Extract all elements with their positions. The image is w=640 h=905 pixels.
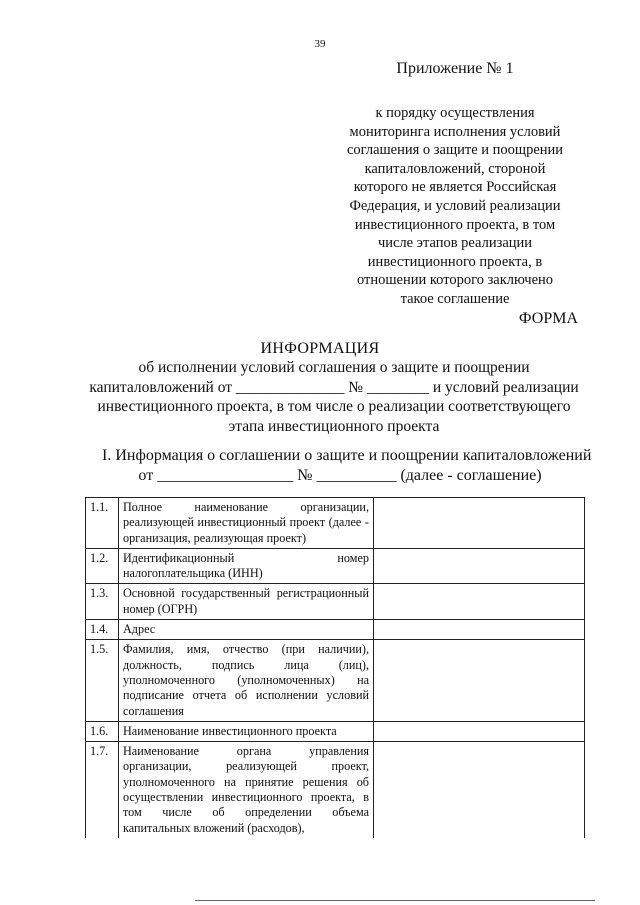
appendix-note-line: соглашения о защите и поощрении (346, 142, 564, 159)
row-value-cell[interactable] (374, 584, 585, 620)
appendix-note-line: которого не является Российская (353, 179, 557, 196)
row-value-cell[interactable] (374, 640, 585, 721)
row-number: 1.3. (86, 584, 119, 620)
appendix-title: Приложение № 1 (396, 60, 514, 77)
row-number: 1.2. (86, 548, 119, 584)
subtitle-line: капиталовложений от ______________ № ________ и условий реализации (89, 378, 579, 396)
row-number: 1.4. (86, 620, 119, 640)
appendix-note-line: капиталовложений, стороной (364, 160, 546, 177)
agreement-info-table (85, 497, 585, 838)
row-description: Идентификационный номер налогоплательщика (ИНН) (119, 548, 374, 584)
table-row (86, 721, 585, 741)
row-description: Полное наименование организации, реализующей инвестиционный проект (далее - организация, реализующая проект) (119, 498, 374, 549)
document-title: ИНФОРМАЦИЯ (260, 340, 380, 357)
row-value-cell[interactable] (374, 721, 585, 741)
row-description: Адрес (119, 620, 374, 640)
row-value-cell[interactable] (374, 498, 585, 549)
row-description: Основной государственный регистрационный номер (ОГРН) (119, 584, 374, 620)
subtitle-line: об исполнении условий соглашения о защите и поощрении (138, 359, 530, 376)
appendix-note-line: Федерация, и условий реализации (349, 197, 561, 214)
form-label: ФОРМА (518, 310, 578, 327)
appendix-note-line: инвестиционного проекта, в том (354, 216, 556, 233)
row-value-cell[interactable] (374, 620, 585, 640)
table-row (86, 548, 585, 584)
row-description: Фамилия, имя, отчество (при наличии), должность, подпись лица (лиц), уполномоченного (уполномоченных) на подписание отчета об исполнении условий соглашения (119, 640, 374, 721)
appendix-note-line: такое соглашение (400, 290, 510, 307)
row-value-cell[interactable] (374, 548, 585, 584)
page-number: 39 (314, 38, 326, 50)
table-row (86, 584, 585, 620)
section-heading (80, 446, 600, 485)
row-number: 1.6. (86, 721, 119, 741)
document-subtitle (60, 358, 608, 436)
subtitle-line: инвестиционного проекта, в том числе о реализации соответствующего (97, 398, 571, 415)
page-bottom-rule (195, 900, 595, 901)
row-description: Наименование инвестиционного проекта (119, 721, 374, 741)
row-number: 1.5. (86, 640, 119, 721)
subtitle-line: этапа инвестиционного проекта (228, 417, 440, 435)
appendix-note-line: инвестиционного проекта, в (367, 253, 543, 270)
table-row (86, 640, 585, 721)
table-row (86, 620, 585, 640)
appendix-note-line: отношении которого заключено (356, 272, 554, 289)
row-value-cell[interactable] (374, 742, 585, 838)
appendix-note-line: к порядку осуществления (375, 105, 535, 121)
appendix-note (322, 104, 588, 309)
section-heading-line: I. Информация о соглашении о защите и поощрении капиталовложений (102, 447, 592, 464)
appendix-note-line: мониторинга исполнения условий (349, 123, 561, 140)
row-description: Наименование органа управления организации, реализующей проект, уполномоченного на принятие решения об осуществлении инвестиционного проекта, в том числе об определении объема капитальных вложений (расходов), (119, 742, 374, 838)
row-number: 1.7. (86, 742, 119, 838)
table-row (86, 742, 585, 838)
table-row (86, 498, 585, 549)
appendix-note-line: числе этапов реализации (377, 235, 533, 252)
row-number: 1.1. (86, 498, 119, 549)
section-heading-line: от _________________ № __________ (далее - соглашение) (138, 466, 542, 484)
